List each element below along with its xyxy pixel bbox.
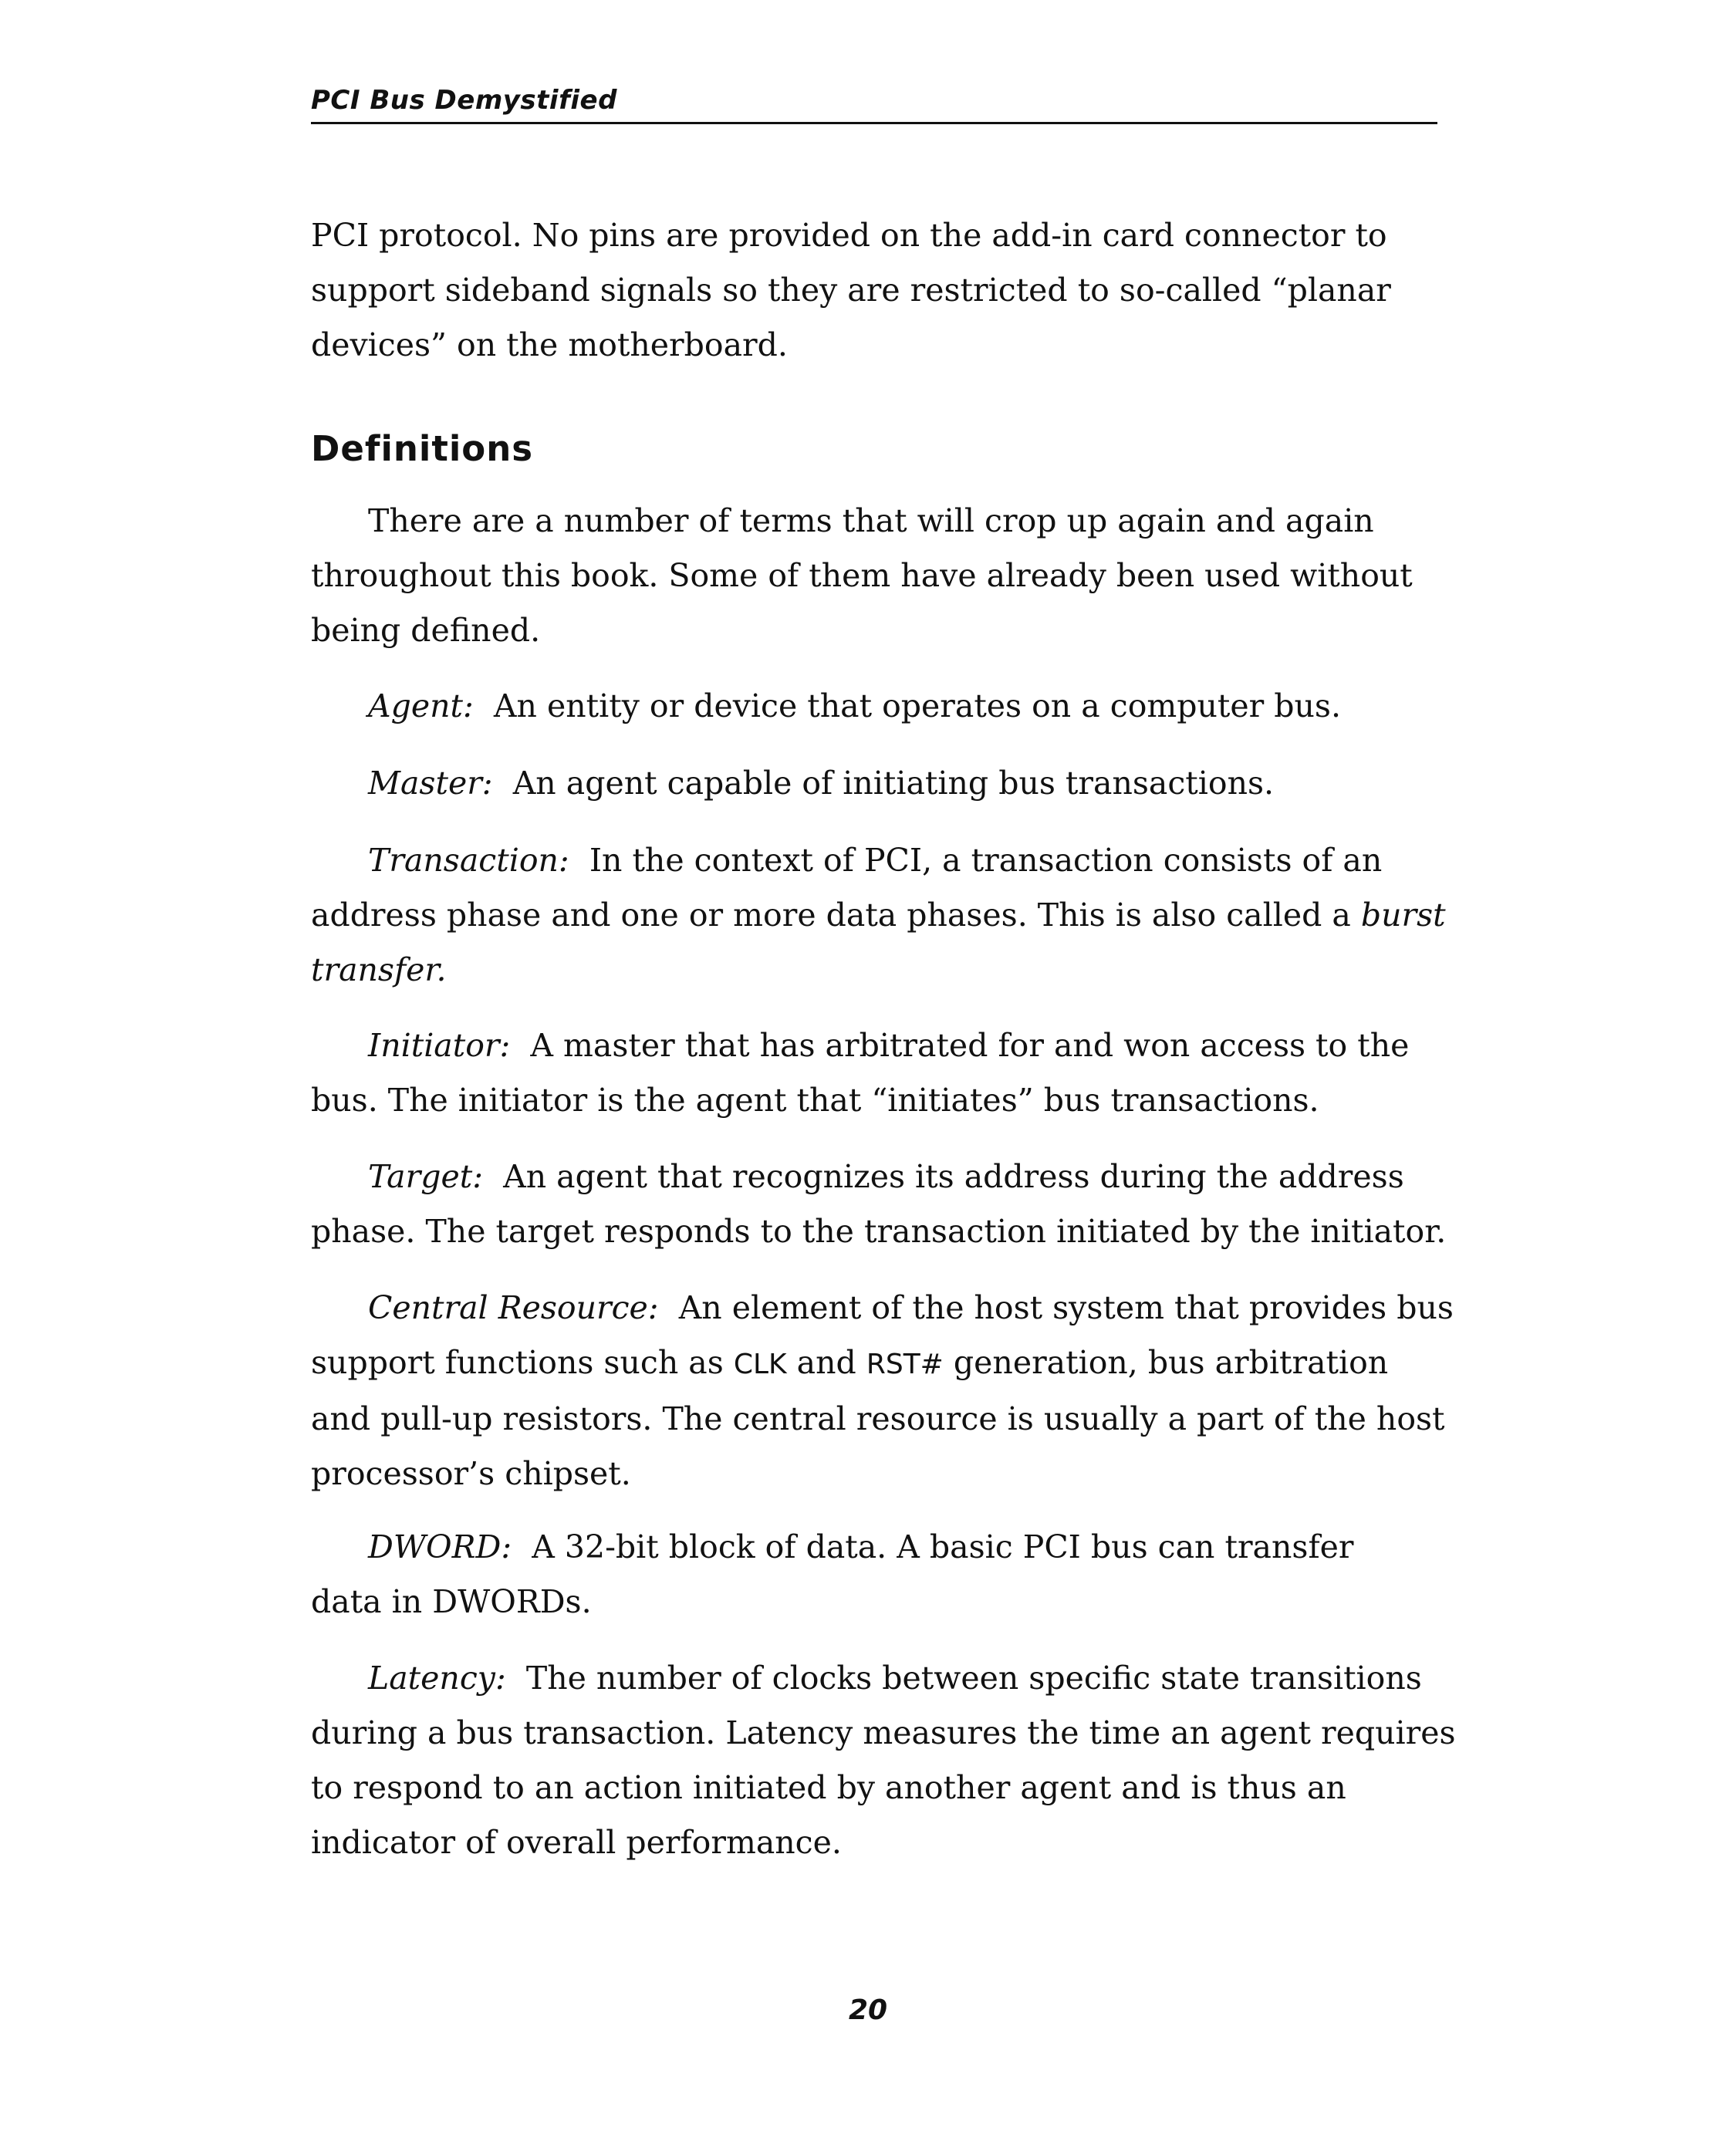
text-line: There are a number of terms that will crop up again and again xyxy=(368,502,1374,539)
definition-initiator xyxy=(311,1018,1453,1128)
definition-text: phase. The target responds to the transaction initiated by the initiator. xyxy=(311,1213,1447,1250)
definition-text: An entity or device that operates on a computer bus. xyxy=(493,687,1341,724)
text-line: support sideband signals so they are restricted to so-called “planar xyxy=(311,272,1391,309)
definition-term: Initiator: xyxy=(368,1027,511,1064)
definition-text: address phase and one or more data phases. This is also called a xyxy=(311,897,1351,934)
definition-text: processor’s chipset. xyxy=(311,1455,631,1492)
definition-text: A 32-bit block of data. A basic PCI bus can transfer xyxy=(532,1528,1354,1565)
definition-text: An agent that recognizes its address during the address xyxy=(503,1158,1404,1195)
definition-transaction xyxy=(311,833,1453,998)
definition-text: indicator of overall performance. xyxy=(311,1824,842,1861)
definition-master xyxy=(311,756,1453,811)
definition-term: Latency: xyxy=(368,1660,506,1697)
text-line: devices” on the motherboard. xyxy=(311,326,788,363)
definition-text: bus. The initiator is the agent that “initiates” bus transactions. xyxy=(311,1082,1319,1119)
definition-text: The number of clocks between specific state transitions xyxy=(525,1660,1422,1697)
definition-text: and xyxy=(796,1344,856,1381)
definition-target xyxy=(311,1150,1453,1259)
definition-term: Agent: xyxy=(368,687,474,724)
definition-text: A master that has arbitrated for and won access to the xyxy=(530,1027,1410,1064)
definition-term: Master: xyxy=(368,765,493,802)
page-number: 20 xyxy=(848,1994,888,2026)
text-line: PCI protocol. No pins are provided on the add-in card connector to xyxy=(311,217,1387,254)
text-line: being defined. xyxy=(311,612,541,649)
definition-central-resource xyxy=(311,1281,1453,1501)
definition-text: and pull-up resistors. The central resource is usually a part of the host xyxy=(311,1400,1445,1437)
italic-phrase: burst xyxy=(1360,897,1446,934)
definition-agent xyxy=(311,679,1453,734)
section-lead-paragraph xyxy=(311,494,1453,658)
section-heading: Definitions xyxy=(311,428,534,469)
signal-name-rst: RST# xyxy=(866,1349,944,1380)
definition-term: Central Resource: xyxy=(368,1289,659,1326)
definition-text: In the context of PCI, a transaction consists of an xyxy=(589,842,1383,879)
intro-paragraph xyxy=(311,208,1453,373)
definition-term: Target: xyxy=(368,1158,484,1195)
definition-text: support functions such as xyxy=(311,1344,724,1381)
definition-text: generation, bus arbitration xyxy=(953,1344,1389,1381)
definition-latency xyxy=(311,1651,1456,1870)
signal-name-clk: CLK xyxy=(733,1349,787,1380)
text-line: throughout this book. Some of them have already been used without xyxy=(311,557,1413,594)
definition-term: Transaction: xyxy=(368,842,569,879)
italic-phrase: transfer. xyxy=(311,951,447,988)
definition-text: during a bus transaction. Latency measures the time an agent requires xyxy=(311,1714,1456,1751)
definition-dword xyxy=(311,1520,1453,1629)
definition-text: to respond to an action initiated by another agent and is thus an xyxy=(311,1769,1346,1806)
definition-text: data in DWORDs. xyxy=(311,1583,592,1620)
running-title: PCI Bus Demystified xyxy=(311,85,617,116)
definition-text: An agent capable of initiating bus transactions. xyxy=(512,765,1275,802)
running-header xyxy=(311,77,1437,124)
definition-term: DWORD: xyxy=(368,1528,512,1565)
definition-text: An element of the host system that provides bus xyxy=(678,1289,1454,1326)
